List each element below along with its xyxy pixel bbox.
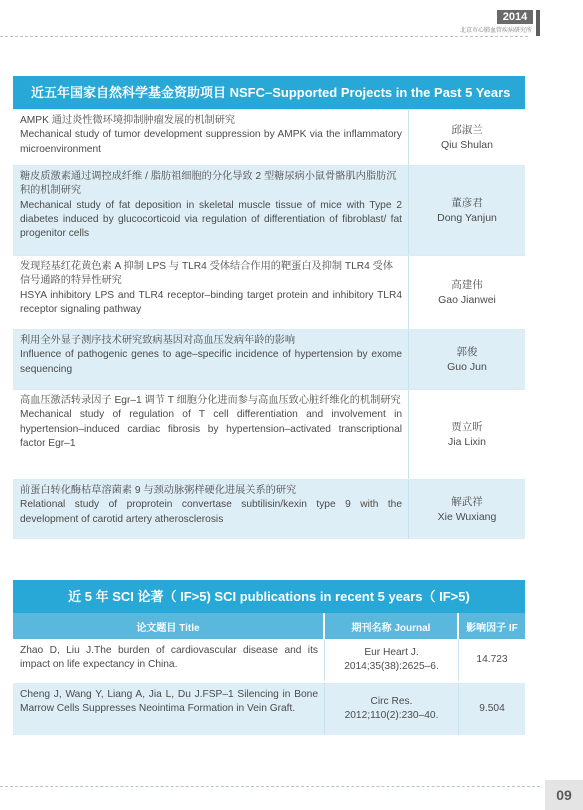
project-title-en: Mechanical study of fat deposition in skeletal muscle tissue of mice with Type 2 diabetes induced by glucocorticoid via regulation of differentiation of fibroblast/ fat progenitor cells [20,199,402,240]
project-description [13,256,409,329]
sci-publications-panel [13,580,525,737]
institute-name: 北京市心肺血管疾病研究所 [459,28,532,34]
publication-title: Cheng J, Wang Y, Liang A, Jia L, Du J.FSP–1 Silencing in Bone Marrow Cells Suppresses Neointima Formation in Vein Graft. [13,683,325,735]
project-row [13,165,525,255]
investigator-name-zh: 高建伟 [451,278,483,291]
project-row [13,479,525,539]
project-investigator [409,480,525,539]
project-title-zh: 发现羟基红花黄色素 A 抑制 LPS 与 TLR4 受体结合作用的靶蛋白及抑制 TLR4 受体信号通路的特异性研究 [20,261,394,287]
journal-citation: 2012;110(2):230–40. [344,710,439,721]
investigator-name-zh: 郭俊 [456,345,478,358]
project-investigator [409,110,525,165]
project-investigator [409,390,525,479]
project-row [13,389,525,479]
investigator-name-zh: 解武祥 [451,495,483,508]
project-title-zh: AMPK 通过炎性微环境抑制肿瘤发展的机制研究 [20,115,236,126]
investigator-name-en: Xie Wuxiang [437,510,497,523]
journal-name: Eur Heart J. [364,646,419,658]
publication-journal [325,639,459,681]
publication-title: Zhao D, Liu J.The burden of cardiovascular disease and its impact on life expectancy in China. [13,639,325,681]
project-row [13,255,525,329]
table-row [13,639,525,683]
investigator-name-zh: 贾立昕 [451,420,483,433]
project-title-zh: 糖皮质激素通过调控成纤维 / 脂肪祖细胞的分化导致 2 型糖尿病小鼠骨骼肌内脂肪沉积的机制研究 [20,171,397,197]
investigator-name-zh: 董彦君 [451,196,483,209]
table-row [13,683,525,737]
project-title-en: Mechanical study of regulation of T cell differentiation and involvement in hypertension–induced cardiac fibrosis by hypertension–activated transcriptional factor Egr–1 [20,409,402,449]
journal-citation: 2014;35(38):2625–6. [344,661,439,672]
project-description [13,480,409,539]
investigator-name-en: Dong Yanjun [437,211,497,224]
project-investigator [409,166,525,255]
project-description [13,330,409,389]
investigator-name-en: Qiu Shulan [441,138,493,151]
project-description [13,110,409,165]
impact-factor: 9.504 [479,702,505,714]
nsfc-panel-title: 近五年国家自然科学基金资助项目 NSFC–Supported Projects in the Past 5 Years [13,76,525,109]
project-description [13,166,409,255]
journal-name: Circ Res. [370,695,413,707]
project-title-en: HSYA inhibitory LPS and TLR4 receptor–binding target protein and inhibitory TLR4 receptor signaling pathway [20,289,402,315]
header-accent-bar [536,10,540,36]
project-title-en: Mechanical study of tumor development suppression by AMPK via the inflammatory microenvironment [20,129,402,155]
header-divider [0,36,528,37]
investigator-name-en: Guo Jun [447,360,487,373]
project-row [13,329,525,389]
table-header [13,613,525,639]
project-title-zh: 利用全外显子测序技术研究致病基因对高血压发病年龄的影响 [20,335,296,346]
project-title-zh: 前蛋白转化酶枯草溶菌素 9 与颈动脉粥样硬化进展关系的研究 [20,485,297,496]
investigator-name-en: Jia Lixin [448,435,486,448]
column-header-journal: 期刊名称 Journal [325,613,459,639]
year-badge: 2014 [497,10,533,24]
project-investigator [409,330,525,389]
publication-journal [325,683,459,735]
page-number: 09 [545,780,583,810]
project-title-en: Relational study of proprotein convertase subtilisin/kexin type 9 with the development of carotid artery atherosclerosis [20,499,402,525]
footer-divider [0,786,540,787]
project-description [13,390,409,479]
nsfc-projects-panel [13,76,525,539]
column-header-title: 论文题目 Title [13,613,325,639]
project-title-en: Influence of pathogenic genes to age–specific incidence of hypertension by exome sequencing [20,349,402,375]
investigator-name-en: Gao Jianwei [438,293,496,306]
sci-panel-title: 近 5 年 SCI 论著（ IF>5) SCI publications in recent 5 years（ IF>5) [13,580,525,613]
project-row [13,109,525,165]
column-header-if: 影响因子 IF [466,622,518,634]
investigator-name-zh: 邱淑兰 [451,123,483,136]
project-investigator [409,256,525,329]
impact-factor: 14.723 [476,653,508,665]
project-title-zh: 高血压激活转录因子 Egr–1 调节 T 细胞分化进而参与高血压致心脏纤维化的机制研究 [20,395,401,406]
